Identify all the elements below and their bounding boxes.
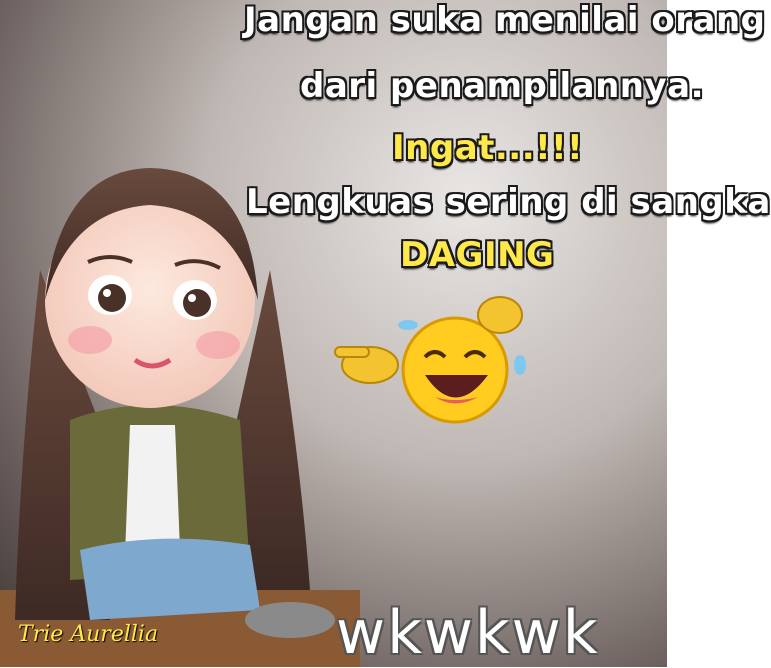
caption-line-5: DAGING: [400, 235, 555, 275]
laughing-emoji-icon: [330, 285, 540, 435]
caption-line-1: Jangan suka menilai orang: [244, 0, 766, 40]
signature: Trie Aurellia: [18, 622, 159, 647]
jeans: [80, 539, 260, 620]
sneaker: [245, 602, 335, 638]
pointing-hand-icon: [335, 347, 398, 383]
cartoon-girl-illustration: [0, 150, 360, 667]
laugh-text: wkwkwk: [336, 598, 600, 668]
caption-line-3: Ingat...!!!: [392, 128, 584, 168]
caption-line-4: Lengkuas sering di sangka: [246, 182, 771, 222]
caption-line-2: dari penampilannya.: [300, 66, 705, 106]
